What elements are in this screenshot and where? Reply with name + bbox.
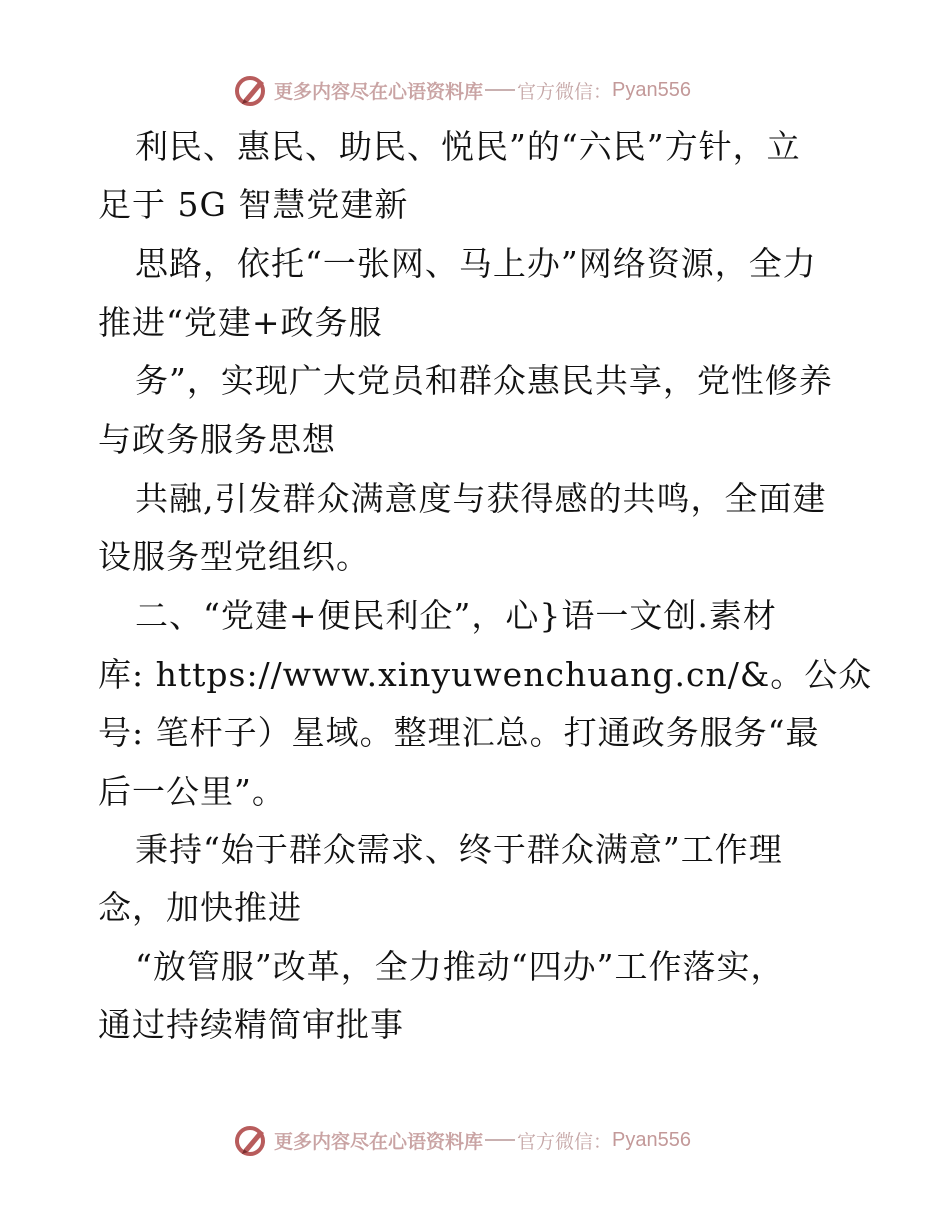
text-line: 通过持续精简审批事 (98, 1005, 404, 1044)
text-line: 后一公里”。 (98, 772, 286, 811)
text-line: 二、“党建+便民利企”，心}语一文创.素材 (135, 596, 777, 635)
watermark-dash (485, 1139, 515, 1141)
header-watermark (234, 72, 691, 108)
text-line: 秉持“始于群众需求、终于群众满意”工作理 (135, 830, 783, 869)
text-line: 号: 笔杆子）星域。整理汇总。打通政务服务“最 (98, 713, 820, 752)
pen-logo-icon (234, 1122, 270, 1158)
text-line: 思路，依托“一张网、马上办”网络资源，全力 (135, 244, 817, 283)
text-line: 推进“党建+政务服 (98, 303, 383, 342)
footer-watermark (234, 1122, 691, 1158)
watermark-sub-text: 官方微信： (517, 80, 613, 103)
pen-logo-icon (234, 72, 270, 108)
text-line: 设服务型党组织。 (98, 537, 370, 576)
text-line: 利民、惠民、助民、悦民”的“六民”方针，立 (135, 127, 801, 166)
text-line: 念，加快推进 (98, 888, 302, 927)
watermark-main-text: 更多内容尽在心语资料库 (274, 80, 484, 103)
watermark-sub-text: 官方微信： (517, 1130, 613, 1153)
watermark-id: Pyan556 (612, 1128, 691, 1151)
text-line: 足于 5G 智慧党建新 (98, 185, 409, 224)
watermark-id: Pyan556 (612, 78, 691, 101)
text-line: 与政务服务思想 (98, 420, 336, 459)
text-line: 共融,引发群众满意度与获得感的共鸣，全面建 (135, 479, 827, 518)
watermark-dash (485, 89, 515, 91)
text-line: 务”，实现广大党员和群众惠民共享，党性修养 (135, 361, 833, 400)
watermark-main-text: 更多内容尽在心语资料库 (274, 1130, 484, 1153)
text-line: 库: https://www.xinyuwenchuang.cn/&。公众 (98, 655, 873, 694)
text-line: “放管服”改革，全力推动“四办”工作落实， (135, 947, 785, 986)
